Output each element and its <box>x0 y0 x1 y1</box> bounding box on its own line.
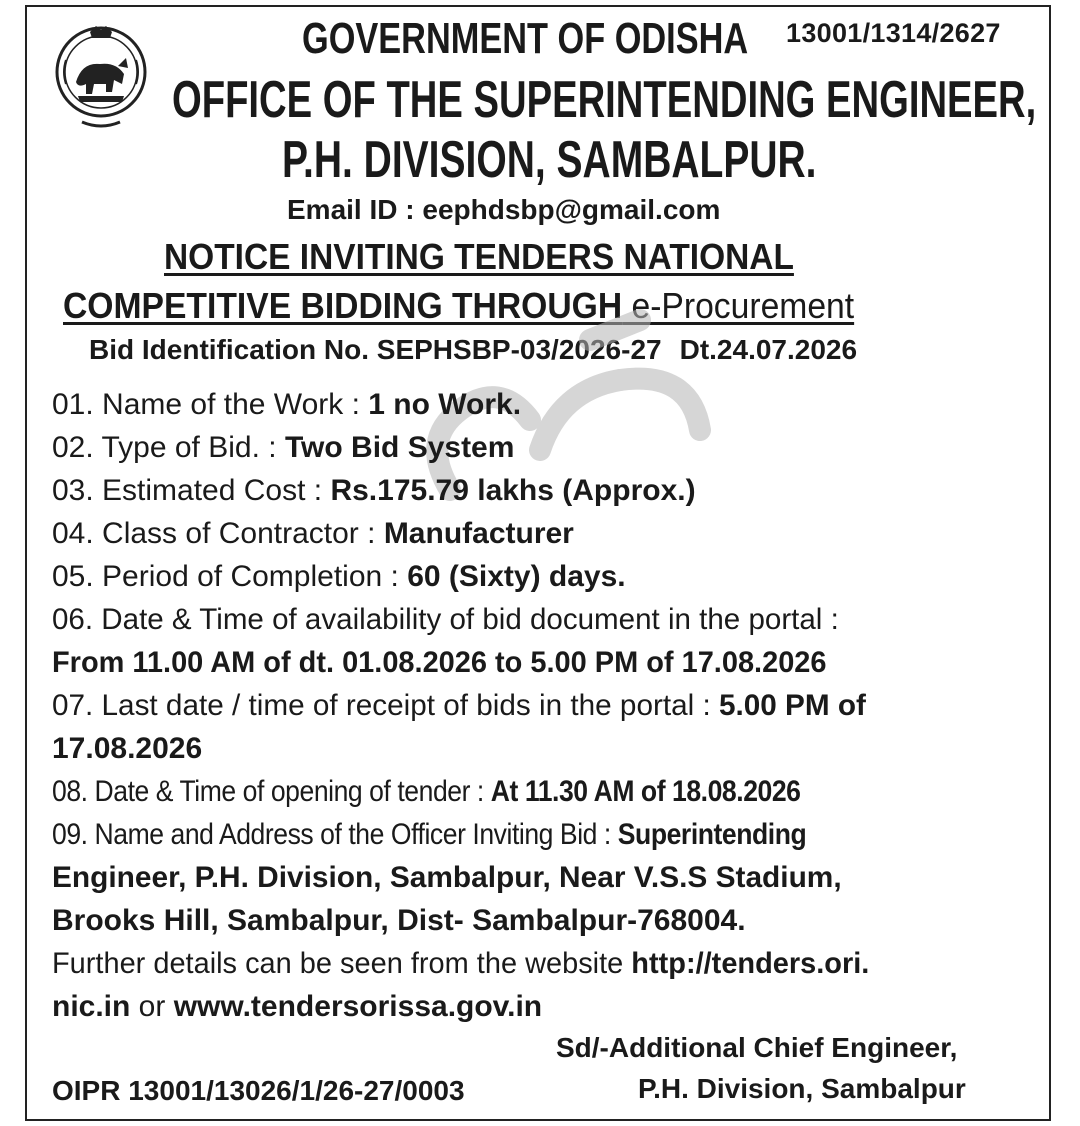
item-05 <box>52 560 626 594</box>
email-id: Email ID : eephdsbp@gmail.com <box>287 194 721 225</box>
tenders-ori-link[interactable]: http://tenders.ori. <box>631 947 870 980</box>
item-09-address-line2 <box>52 904 746 938</box>
tendersorissa-link[interactable]: www.tendersorissa.gov.in <box>173 990 543 1023</box>
reference-number: 13001/1314/2627 <box>786 18 1001 48</box>
item-09-value-address2: Brooks Hill, Sambalpur, Dist- Sambalpur-768004. <box>52 904 746 937</box>
or-text: or <box>130 990 174 1023</box>
bid-identification-number: Bid Identification No. SEPHSBP-03/2026-27 <box>89 334 662 365</box>
item-07-value-date: 17.08.2026 <box>52 732 203 765</box>
item-09 <box>52 818 806 852</box>
item-07-value-time: 5.00 PM of <box>718 689 866 722</box>
item-05-label: 05. Period of Completion : <box>52 560 408 593</box>
signature-line1: Sd/-Additional Chief Engineer, <box>556 1032 958 1063</box>
division-heading: P.H. DIVISION, SAMBALPUR. <box>282 131 817 189</box>
item-03 <box>52 474 696 508</box>
item-01-label: 01. Name of the Work : <box>52 388 369 421</box>
bid-identification <box>89 334 857 366</box>
item-02-label: 02. Type of Bid. : <box>52 431 285 464</box>
further-details-websites <box>52 990 542 1024</box>
notice-title-line1: NOTICE INVITING TENDERS NATIONAL <box>164 236 794 277</box>
item-09-value-title: Superintending <box>617 818 807 851</box>
item-07-value <box>52 732 202 766</box>
bid-identification-date: Dt.24.07.2026 <box>679 334 858 365</box>
further-details <box>52 947 869 981</box>
item-08-value: At 11.30 AM of 18.08.2026 <box>490 775 801 808</box>
further-details-text: Further details can be seen from the website <box>52 947 632 980</box>
item-04-label: 04. Class of Contractor : <box>52 517 384 550</box>
item-06-value <box>52 646 827 680</box>
government-heading: GOVERNMENT OF ODISHA <box>302 14 749 63</box>
item-09-label: 09. Name and Address of the Officer Inviting Bid : <box>52 818 618 851</box>
office-heading: OFFICE OF THE SUPERINTENDING ENGINEER, <box>172 71 1037 129</box>
item-01 <box>52 388 521 422</box>
notice-title-line2 <box>63 285 854 327</box>
item-02 <box>52 431 514 465</box>
item-02-value: Two Bid System <box>284 431 515 464</box>
item-01-value: 1 no Work. <box>368 388 522 421</box>
item-06: 06. Date & Time of availability of bid document in the portal : <box>52 603 839 636</box>
item-07 <box>52 689 866 723</box>
notice-title-bold: COMPETITIVE BIDDING THROUGH <box>63 285 623 326</box>
item-08 <box>52 775 800 809</box>
item-09-address-line1 <box>52 861 842 895</box>
item-03-label: 03. Estimated Cost : <box>52 474 331 507</box>
oipr-number: OIPR 13001/13026/1/26-27/0003 <box>52 1075 465 1106</box>
item-09-value-address1: Engineer, P.H. Division, Sambalpur, Near V.S.S Stadium, <box>52 861 842 894</box>
item-05-value: 60 (Sixty) days. <box>407 560 626 593</box>
item-07-label: 07. Last date / time of receipt of bids in the portal : <box>52 689 719 722</box>
nic-in-link[interactable]: nic.in <box>52 990 131 1023</box>
notice-title-eprocurement: e-Procurement <box>622 285 855 326</box>
item-03-value: Rs.175.79 lakhs (Approx.) <box>330 474 696 507</box>
item-08-label: 08. Date & Time of opening of tender : <box>52 775 491 808</box>
item-06-value-text: From 11.00 AM of dt. 01.08.2026 to 5.00 PM of 17.08.2026 <box>52 646 827 679</box>
item-04 <box>52 517 574 551</box>
odisha-state-emblem-icon <box>52 22 150 134</box>
signature-line2: P.H. Division, Sambalpur <box>638 1073 966 1104</box>
item-04-value: Manufacturer <box>383 517 574 550</box>
